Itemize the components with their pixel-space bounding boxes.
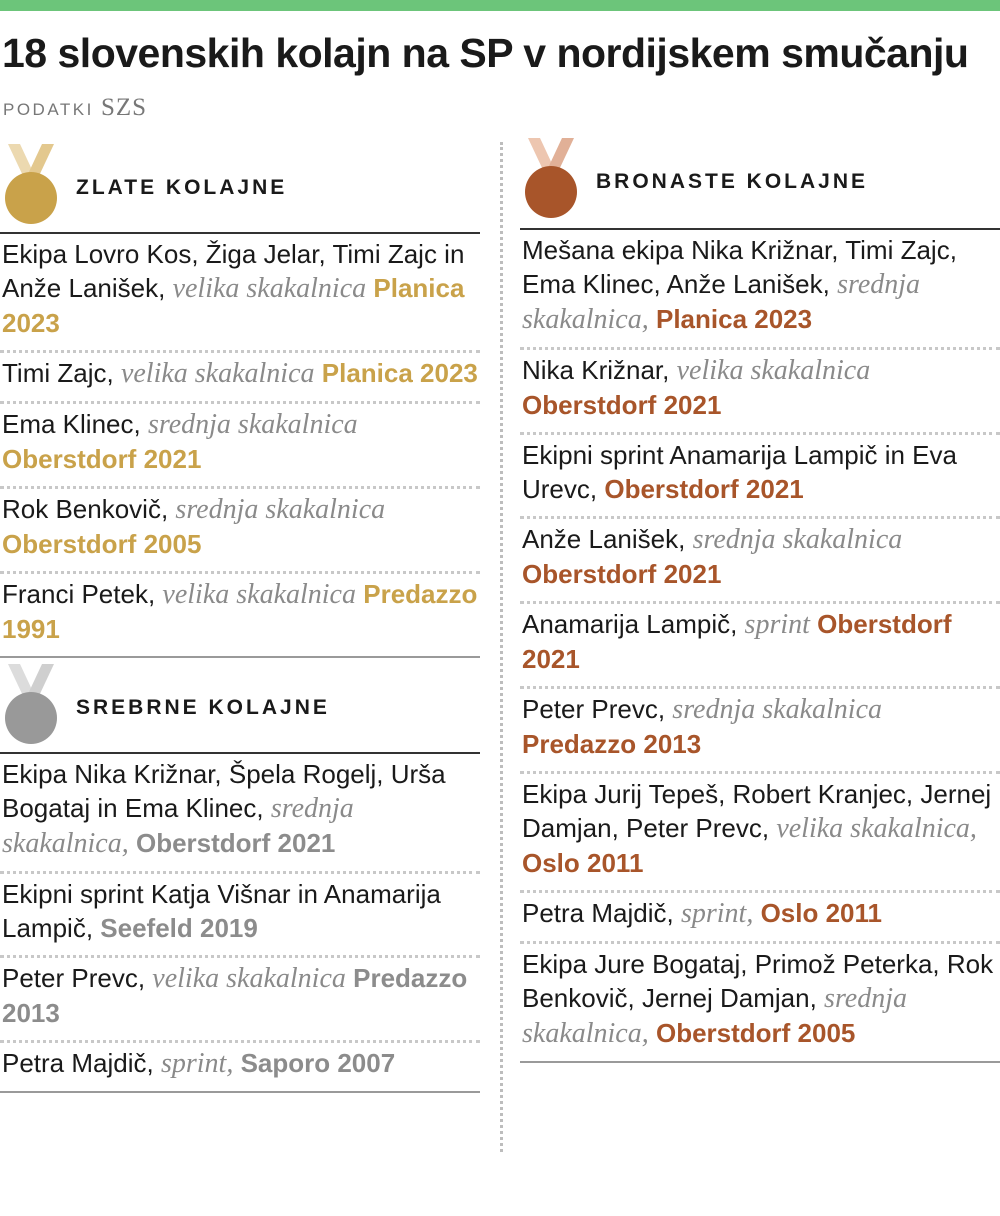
event-type: sprint, bbox=[160, 1048, 234, 1079]
athlete-names: Ekipa Jurij Tepeš, Robert Kranjec, Jernej Damjan, Peter Prevc, bbox=[522, 779, 992, 843]
medal-entry bbox=[0, 958, 480, 1043]
athlete-names: Petra Majdič, bbox=[2, 1048, 154, 1078]
medal-entry bbox=[520, 519, 1000, 604]
medal-entry bbox=[520, 604, 1000, 689]
venue-year: Oslo 2011 bbox=[522, 848, 644, 878]
left-column bbox=[0, 138, 480, 1093]
source-label: PODATKI bbox=[3, 100, 94, 119]
venue-year: Predazzo 2013 bbox=[2, 963, 468, 1028]
medal-entry bbox=[0, 234, 480, 353]
athlete-names: Rok Benkovič, bbox=[2, 494, 169, 524]
bronze-header bbox=[520, 134, 1000, 228]
athlete-names: Ekipa Jure Bogataj, Primož Peterka, Rok Benkovič, Jernej Damjan, bbox=[522, 949, 994, 1013]
event-type: srednja skakalnica, bbox=[2, 793, 354, 859]
event-type: velika skakalnica bbox=[676, 355, 871, 386]
medal-entry bbox=[520, 689, 1000, 774]
silver-section bbox=[0, 658, 480, 1093]
gold-list bbox=[0, 234, 480, 658]
athlete-names: Petra Majdič, bbox=[522, 898, 674, 928]
venue-year: Oberstdorf 2021 bbox=[522, 559, 722, 589]
athlete-names: Peter Prevc, bbox=[522, 694, 666, 724]
venue-year: Planica 2023 bbox=[655, 304, 813, 334]
venue-year: Oslo 2011 bbox=[760, 898, 882, 928]
event-type: velika skakalnica, bbox=[776, 813, 977, 844]
medal-entry bbox=[520, 774, 1000, 893]
venue-year: Planica 2023 bbox=[2, 273, 465, 338]
page-title: 18 slovenskih kolajn na SP v nordijskem smučanju bbox=[2, 30, 969, 76]
venue-year: Oberstdorf 2021 bbox=[135, 828, 336, 858]
gold-heading: ZLATE KOLAJNE bbox=[76, 176, 288, 199]
silver-list bbox=[0, 754, 480, 1093]
silver-medal-icon bbox=[4, 664, 58, 744]
event-type: sprint, bbox=[680, 898, 754, 929]
event-type: srednja skakalnica, bbox=[522, 269, 921, 335]
event-type: srednja skakalnica bbox=[175, 494, 386, 525]
silver-heading: SREBRNE KOLAJNE bbox=[76, 696, 330, 719]
venue-year: Seefeld 2019 bbox=[100, 913, 258, 943]
athlete-names: Mešana ekipa Nika Križnar, Timi Zajc, Ema Klinec, Anže Lanišek, bbox=[522, 235, 957, 299]
venue-year: Oberstdorf 2021 bbox=[522, 390, 722, 420]
bronze-medal-icon bbox=[524, 138, 578, 218]
event-type: velika skakalnica bbox=[152, 963, 346, 994]
athlete-names: Nika Križnar, bbox=[522, 355, 670, 385]
bronze-list bbox=[520, 230, 1000, 1063]
silver-header bbox=[0, 658, 480, 752]
medal-entry bbox=[0, 754, 480, 874]
event-type: srednja skakalnica bbox=[692, 524, 903, 555]
medal-entry bbox=[520, 435, 1000, 519]
accent-bar bbox=[0, 0, 1000, 11]
venue-year: Oberstdorf 2021 bbox=[522, 609, 952, 674]
athlete-names: Timi Zajc, bbox=[2, 358, 114, 388]
bronze-heading: BRONASTE KOLAJNE bbox=[596, 170, 869, 193]
event-type: srednja skakalnica bbox=[147, 409, 358, 440]
medal-entry bbox=[0, 874, 480, 958]
athlete-names: Franci Petek, bbox=[2, 579, 156, 609]
athlete-names: Anamarija Lampič, bbox=[522, 609, 738, 639]
medal-entry bbox=[520, 350, 1000, 435]
gold-medal-icon bbox=[4, 144, 58, 224]
athlete-names: Anže Lanišek, bbox=[522, 524, 686, 554]
venue-year: Predazzo 1991 bbox=[2, 579, 478, 644]
source-line bbox=[3, 94, 147, 122]
event-type: srednja skakalnica bbox=[672, 694, 882, 725]
athlete-names: Peter Prevc, bbox=[2, 963, 146, 993]
athlete-names: Ekipni sprint Anamarija Lampič in Eva Urevc, bbox=[522, 440, 957, 504]
venue-year: Oberstdorf 2005 bbox=[655, 1018, 856, 1048]
bronze-section bbox=[520, 134, 1000, 1063]
medal-entry bbox=[0, 1043, 480, 1093]
medal-entry bbox=[0, 404, 480, 489]
medal-entry bbox=[0, 353, 480, 404]
athlete-names: Ema Klinec, bbox=[2, 409, 141, 439]
event-type: sprint bbox=[744, 609, 810, 640]
right-column bbox=[520, 134, 1000, 1063]
event-type: velika skakalnica bbox=[162, 579, 356, 610]
event-type: srednja skakalnica, bbox=[522, 983, 908, 1049]
source-org: SZS bbox=[100, 94, 148, 121]
medal-entry bbox=[520, 893, 1000, 944]
venue-year: Oberstdorf 2021 bbox=[2, 444, 202, 474]
medal-entry bbox=[520, 230, 1000, 350]
athlete-names: Ekipa Lovro Kos, Žiga Jelar, Timi Zajc in Anže Lanišek, bbox=[2, 239, 465, 303]
column-divider bbox=[500, 142, 503, 1152]
event-type: velika skakalnica bbox=[120, 358, 315, 389]
venue-year: Planica 2023 bbox=[321, 358, 478, 388]
medal-entry bbox=[0, 489, 480, 574]
gold-section bbox=[0, 138, 480, 658]
venue-year: Predazzo 2013 bbox=[522, 729, 702, 759]
venue-year: Oberstdorf 2021 bbox=[604, 474, 804, 504]
athlete-names: Ekipa Nika Križnar, Špela Rogelj, Urša Bogataj in Ema Klinec, bbox=[2, 759, 446, 823]
venue-year: Saporo 2007 bbox=[240, 1048, 396, 1078]
gold-header bbox=[0, 138, 480, 232]
athlete-names: Ekipni sprint Katja Višnar in Anamarija Lampič, bbox=[2, 879, 441, 943]
venue-year: Oberstdorf 2005 bbox=[2, 529, 202, 559]
medal-entry bbox=[520, 944, 1000, 1063]
medal-entry bbox=[0, 574, 480, 658]
event-type: velika skakalnica bbox=[172, 273, 367, 304]
